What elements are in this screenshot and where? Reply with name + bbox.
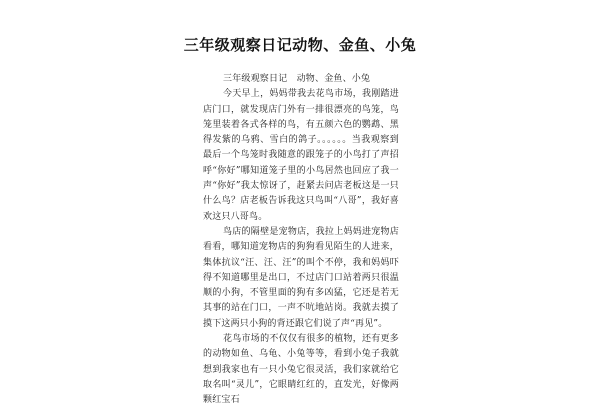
document-body	[203, 72, 399, 409]
paragraph: 今天早上，妈妈带我去花鸟市场，我刚踏进店门口，就发现店门外有一排很漂亮的鸟笼，鸟笼里装着各式各样的鸟，有五颜六色的鹦鹉、黑得发紫的乌鸦、雪白的鸽子。。。。。。当我观察到最后一个鸟笼时我随意的跟笼子的小鸟打了声招呼“你好”哪知道笼子里的小鸟居然也回应了我一声“你好”我太惊讶了，赶紧去问店老板这是一只什么鸟？店老板告诉我这只鸟叫“八哥”，我好喜欢这只八哥鸟。	[203, 89, 399, 222]
document-title: 三年级观察日记动物、金鱼、小兔	[183, 36, 417, 54]
paragraph: 鸟店的隔壁是宠物店，我拉上妈妈进宠物店看看，哪知道宠物店的狗狗看见陌生的人进来，集体抗议“汪、汪、汪”的叫个不停，我和妈妈吓得不知道哪里是出口，不过店门口站着两只很温顺的小狗，不管里面的狗有多凶猛，它还是若无其事的站在门口，一声不吭地站岗。我就去摸了摸下这两只小狗的背还跟它们说了声“再见”。	[203, 226, 399, 329]
paragraph: 花鸟市场的不仅仅有很多的植物，还有更多的动物如鱼、乌龟、小兔等等，看到小兔子我就想到我家也有一只小兔它很灵活，我们家就给它取名叫“灵儿”，它眼睛红红的，直发光，好像两颗红宝石	[203, 334, 399, 406]
paragraph-subtitle: 三年级观察日记 动物、金鱼、小兔	[223, 74, 371, 84]
